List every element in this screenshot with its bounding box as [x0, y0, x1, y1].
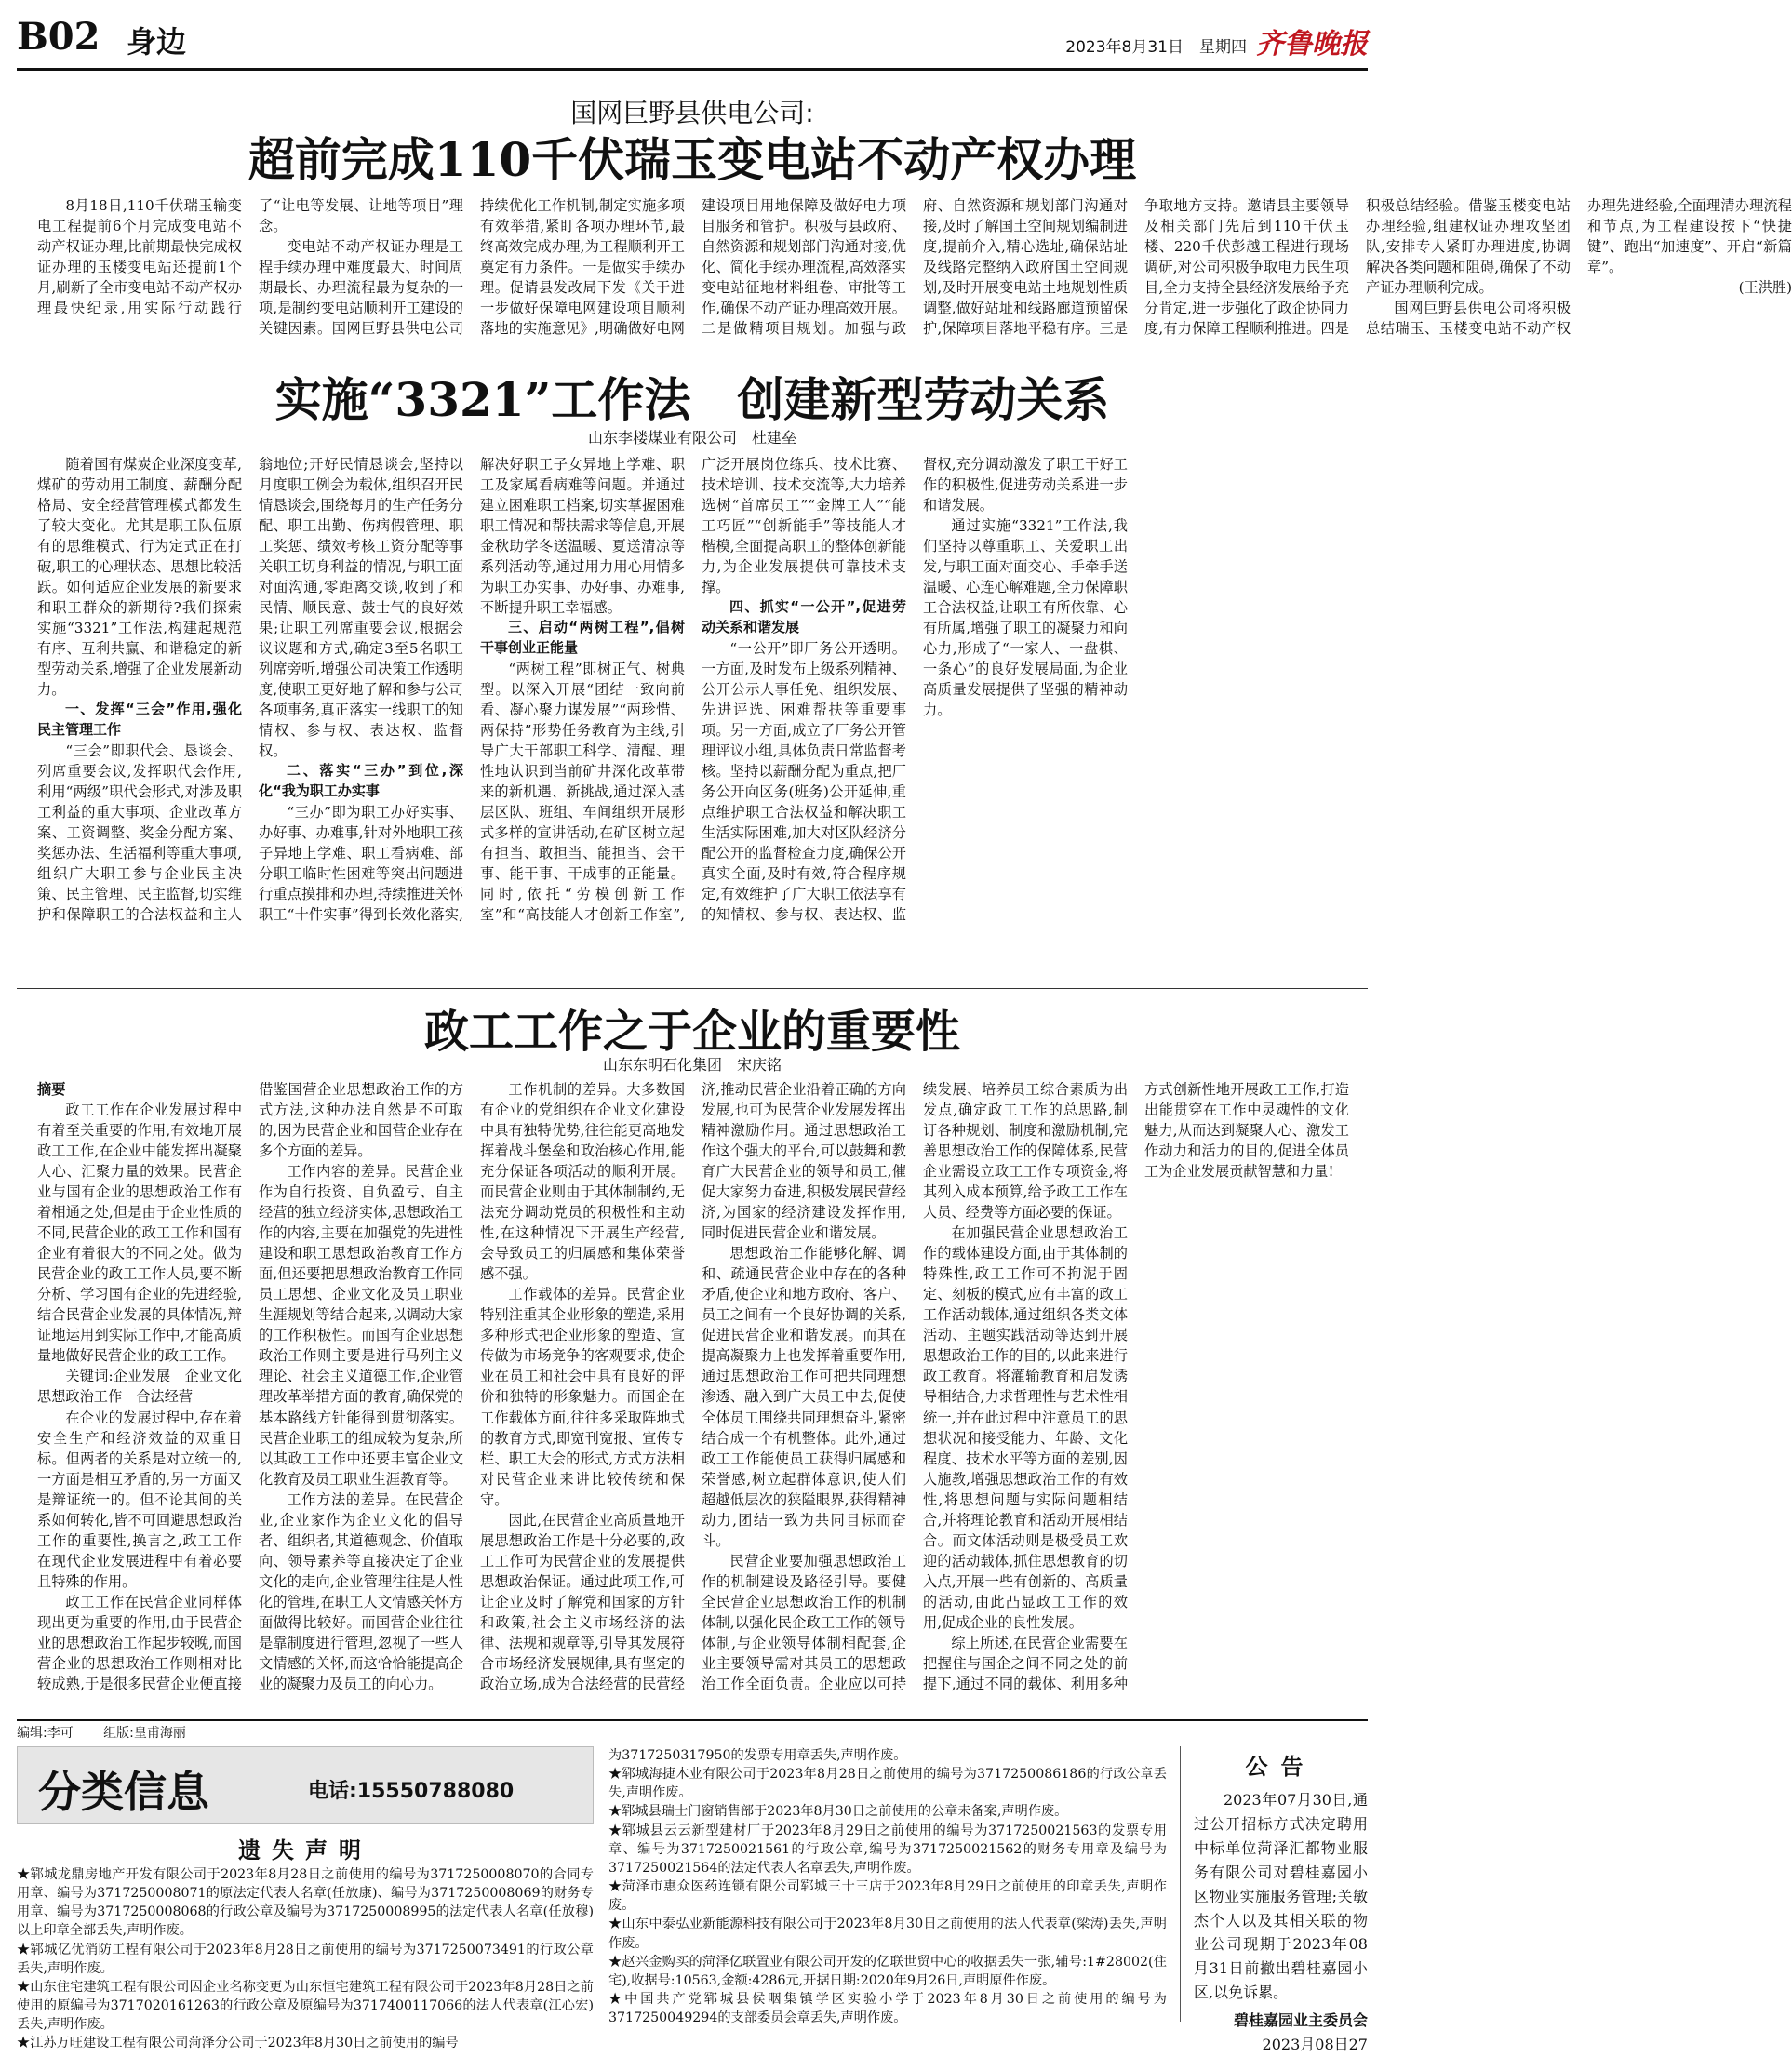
- lost-notice-list-left: [17, 1865, 594, 2053]
- article3-paragraph: 工作方法的差异。在民营企业,企业家作为企业文化的倡导者、组织者,其道德观念、价值取向、领导素养等直接决定了企业文化的走向,企业管理往往是人性化的管理,在职工人文情感关怀方面做得比较好。而国营企业往往是靠制度进行管理,忽视了一些人文情感的关怀,而这恰恰能提高企业的凝聚力及员工的向心力。: [259, 1490, 463, 1692]
- article2-subheading: 三、启动“两树工程”,倡树干事创业正能量: [480, 619, 685, 656]
- article1-paragraph: 变电站不动产权证办理是工程手续办理中难度最大、时间周期最长、办理流程最为复杂的一项,是制约变电站顺利开工建设的关键因素。国网巨野县供电公司持续优化工作机制,制定实施多项有效举措,紧盯各项办理环节,最终高效完成办理,为工程顺利开工奠定有力条件。一是做实手续办理。促请县发改局下发《关于进一步做好保障电网建设项目顺利落地的实施意见》,明确做好电网建设项目用地保障及做好电力项目服务和管护。积极与县政府、自然资源和规划部门沟通对接,优化、简化手续办理流程,高效落实变电站征地材料组卷、审批等工作,确保不动产证办理高效开展。二是做精项目规划。加强与政府、自然资源和规划部门沟通对接,及时了解国土空间规划编制进度,提前介入,精心选址,确保站址及线路完整纳入政府国土空间规划,及时开展变电站土地规划性质调整,做好站址和线路廊道预留保护,保障项目落地平稳有序。三是争取地方支持。邀请县主要领导及相关部门先后到110千伏玉楼、220千伏彭越工程进行现场调研,对公司积极争取电力民生项目,全力支持全县经济发展给予充分肯定,进一步强化了政企协同力度,有力保障工程顺利推进。四是积极总结经验。借鉴玉楼变电站办理经验,组建权证办理攻坚团队,安排专人紧盯办理进度,协调解决各类问题和阻碍,确保了不动产证办理顺利完成。: [259, 197, 1571, 338]
- article3-paragraph: 因此,在民营企业高质量地开展思想政治工作是十分必要的,政工工作可为民营企业的发展提供思想政治保证。通过此项工作,可让企业及时了解党和国家的方针和政策,社会主义市场经济的法律、法规和规章等,引导其发展符合市场经济发展规律,具有坚定的政治立场,成为合法经营的民营经济,推动民营企业沿着正确的方向发展,也可为民营企业发展发挥出精神激励作用。通过思想政治工作这个强大的平台,可以鼓舞和教育广大民营企业的领导和员工,催促大家努力奋进,积极发展民营经济,为国家的经济建设发挥作用,同时促进民营企业和谐发展。: [480, 1081, 906, 1692]
- article3-abstract: 政工工作在企业发展过程中有着至关重要的作用,有效地开展政工工作,在企业中能发挥出凝聚人心、汇聚力量的效果。民营企业与国有企业的思想政治工作有着相通之处,但是由于企业性质的不同,民营企业的政工工作和国有企业有着很大的不同之处。做为民营企业的政工工作人员,要不断分析、学习国有企业的先进经验,结合民营企业发展的具体情况,辩证地运用到实际工作中,才能高质量地做好民营企业的政工工作。: [37, 1102, 242, 1365]
- footer-credits: [17, 1723, 212, 1742]
- classified-title: 分类信息: [38, 1767, 209, 1817]
- article2-paragraph: “一公开”即厂务公开透明。一方面,及时发布上级系列精神、公开公示人事任免、组织发展、先进评选、困难帮扶等重要事项。另一方面,成立了厂务公开管理评议小组,具体负责日常监督考核。坚持以薪酬分配为重点,把厂务公开向区务(班务)公开延伸,重点维护职工合法权益和解决职工生活实际困难,加大对区队经济分配公开的监督检查力度,确保公开真实全面,及时有效,符合程序规定,有效维护了广大职工依法享有的知情权、参与权、表达权、监督权,充分调动激发了职工干好工作的积极性,促进劳动关系进一步和谐发展。: [702, 456, 1128, 924]
- lost-notice-item: ★江苏万旺建设工程有限公司菏泽分公司于2023年8月30日之前使用的编号: [17, 2036, 459, 2051]
- classified-section: [17, 1746, 1368, 2054]
- lost-notice-item: ★山东中泰弘业新能源科技有限公司于2023年8月30日之前使用的法人代表章(梁涛)丢失,声明作废。: [608, 1917, 1167, 1951]
- lost-notice-item: ★郓城县瑞士门窗销售部于2023年8月30日之前使用的公章未备案,声明作废。: [608, 1804, 1068, 1820]
- article3-paragraph: 工作载体的差异。民营企业特别注重其企业形象的塑造,采用多种形式把企业形象的塑造、宣传做为市场竞争的客观要求,使企业在员工和社会中具有良好的评价和独特的形象魅力。而国企在工作载体方面,往往多采取阵地式的教育方式,即宽刊宽报、宣传专栏、职工大会的形式,方式方法相对民营企业来讲比较传统和保守。: [480, 1286, 685, 1508]
- article2-paragraph: “三办”即为职工办好实事、办好事、办难事,针对外地职工孩子异地上学难、职工看病难、部分职工临时性困难等突出问题进行重点摸排和办理,持续推进关怀职工“十件实事”得到长效化落实,解决好职工子女异地上学难、职工及家属看病难等问题。并通过建立困难职工档案,切实掌握困难职工情况和帮扶需求等信息,开展金秋助学冬送温暖、夏送清凉等系列活动等,通过用力用心用情多为职工办实事、办好事、办难事,不断提升职工幸福感。: [259, 456, 685, 924]
- article3-body: [37, 1079, 1349, 1712]
- article3-paragraph: 政工工作在民营企业同样体现出更为重要的作用,由于民营企业的思想政治工作起步较晚,而国营企业的思想政治工作则相对比较成熟,于是很多民营企业便直接借鉴国营企业思想政治工作的方式方法,这种办法自然是不可取的,因为民营企业和国营企业存在多个方面的差异。: [37, 1081, 463, 1692]
- article2-byline: 山东李楼煤业有限公司 杜建垒: [587, 429, 796, 447]
- article3-paragraph: 在企业的发展过程中,存在着安全生产和经济效益的双重目标。但两者的关系是对立统一的,一方面是相互矛盾的,另一方面又是辩证统一的。但不论其间的关系如何转化,皆不可回避思想政治工作的重要性,换言之,政工工作在现代企业发展进程中有着必要且特殊的作用。: [37, 1409, 242, 1590]
- article3-byline: 山东东明石化集团 宋庆铭: [602, 1056, 782, 1074]
- article2-paragraph: “两树工程”即树正气、树典型。以深入开展“团结一致向前看、凝心聚力谋发展”“两珍惜、两保持”形势任务教育为主线,引导广大干部职工科学、清醒、理性地认识到当前矿井深化改革带来的新机遇、新挑战,通过深入基层区队、班组、车间组织开展形式多样的宣讲活动,在矿区树立起有担当、敢担当、能担当、会干事、能干事、干成事的正能量。同时,依托“劳模创新工作室”和“高技能人才创新工作室”,广泛开展岗位练兵、技术比赛、技术培训、技术交流等,大力培养选树“首席员工”“金牌工人”“能工巧匠”“创新能手”等技能人才楷模,全面提高职工的整体创新能力,为企业发展提供可靠技术支撑。: [480, 456, 906, 924]
- article1-paragraph: 国网巨野县供电公司将积极总结瑞玉、玉楼变电站不动产权办理先进经验,全面理清办理流程和节点,为工程建设按下“快捷键”、跑出“加速度”、开启“新篇章”。: [1366, 197, 1792, 338]
- article3-paragraph: 思想政治工作能够化解、调和、疏通民营企业中存在的各种矛盾,使企业和地方政府、客户、员工之间有一个良好协调的关系,促进民营企业和谐发展。而其在提高凝聚力上也发挥着重要作用,通过思想政治工作可把共同理想渗透、融入到广大员工中去,促使全体员工围绕共同理想奋斗,紧密结合成一个有机整体。此外,通过政工工作能使员工获得归属感和荣誉感,树立起群体意识,使人们超越低层次的狭隘眼界,获得精神动力,团结一致为共同目标而奋斗。: [702, 1245, 906, 1549]
- lost-notice-item: ★菏泽市惠众医药连锁有限公司郓城三十三店于2023年8月29日之前使用的印章丢失,声明作废。: [608, 1879, 1167, 1914]
- lost-notice-item: ★赵兴金购买的菏泽亿联置业有限公司开发的亿联世贸中心的收据丢失一张,辅号:1#28002(住宅),收据号:10563,金额:4286元,开据日期:2020年9月26日,声明原件作废。: [608, 1954, 1167, 1988]
- layout-credit: 组版:皇甫海丽: [103, 1726, 186, 1741]
- article3-paragraph: 工作机制的差异。大多数国有企业的党组织在企业文化建设中具有独特优势,往往能更高地发挥着战斗堡垒和政治核心作用,能充分保证各项活动的顺利开展。而民营企业则由于其体制制约,无法充分调动党员的积极性和主动性,在这种情况下开展生产经营,会导致员工的归属感和集体荣誉感不强。: [480, 1081, 685, 1283]
- article3-paragraph: 综上所述,在民营企业需要在把握住与国企之间不同之处的前提下,通过不同的载体、利用多种方式创新性地开展政工工作,打造出能贯穿在工作中灵魂性的文化魅力,从而达到凝聚人心、激发工作动力和活力的目的,促进全体员工为企业发展贡献智慧和力量!: [923, 1081, 1349, 1692]
- divider: [17, 988, 1368, 989]
- article3-keywords: 关键词:企业发展 企业文化 思想政治工作 合法经营: [37, 1368, 257, 1406]
- article2-subheading: 二、落实“三办”到位,深化“我为职工办实事: [259, 762, 463, 800]
- article3-paragraph: 工作内容的差异。民营企业作为自行投资、自负盈亏、自主经营的独立经济实体,思想政治工作的内容,主要在加强党的先进性建设和职工思想政治教育工作方面,但还要把思想政治教育工作同员工思想、企业文化及员工职业生涯规划等结合起来,以调动大家的工作积极性。而国有企业思想政治工作则主要是进行马列主义理论、社会主义道德工作,企业管理改革举措方面的教育,确保党的基本路线方针能得到贯彻落实。民营企业职工的组成较为复杂,所以其政工工作中还要丰富企业文化教育及员工职业生涯教育等。: [259, 1163, 463, 1488]
- lost-notice-list-middle: [608, 1746, 1167, 2027]
- public-notice-signer: 碧桂嘉园业主委员会: [1233, 2011, 1368, 2030]
- article3-paragraph: 民营企业要加强思想政治工作的机制建设及路径引导。要健全民营企业思想政治工作的机制体制,以强化民企政工工作的领导体制,与企业领导体制相配套,企业主要领导需对其员工的思想政治工作全面负责。企业应以可持续发展、培养员工综合素质为出发点,确定政工工作的总思路,制订各种规划、制度和激励机制,完善思想政治工作的保障体系,民营企业需设立政工工作专项资金,将其列入成本预算,给予政工工作在人员、经费等方面必要的保证。: [702, 1081, 1128, 1692]
- article3-headline: 政工工作之于企业的重要性: [423, 1006, 960, 1058]
- article2-subheading: 一、发挥“三会”作用,强化民主管理工作: [37, 701, 242, 739]
- article1-body: [37, 195, 1792, 344]
- classified-banner: [17, 1746, 594, 1824]
- page-header: [17, 11, 1368, 71]
- public-notice-title: 公告: [1245, 1754, 1317, 1780]
- article2-body: [37, 454, 1349, 936]
- lost-notice-item: ★中国共产党郓城县侯咽集镇学区实验小学于2023年8月30日之前使用的编号为3717250049294的支部委员会章丢失,声明作废。: [608, 1992, 1167, 2026]
- public-notice-body: 2023年07月30日,通过公开招标方式决定聘用中标单位菏泽汇都物业服务有限公司对碧桂嘉园小区物业实施服务管理;关敏杰个人以及其相关联的物业公司现期于2023年08月31日前撤出碧桂嘉园小区,以免诉累。: [1194, 1791, 1368, 2002]
- lost-notice-item: ★郓城县云云新型建材厂于2023年8月29日之前使用的编号为3717250021563的发票专用章、编号为3717250021561的行政公章,编号为3717250021562的财务专用章及编号为3717250021564的法定代表人名章丢失,声明作废。: [608, 1823, 1167, 1876]
- lost-notice-title: 遗失声明: [238, 1837, 372, 1863]
- lost-notice-item: 为3717250317950的发票专用章丢失,声明作废。: [608, 1748, 907, 1763]
- lost-notice-item: ★山东住宅建筑工程有限公司因企业名称变更为山东恒宅建筑工程有限公司于2023年8月28日之前使用的原编号为3717020161263的行政公章及原编号为3717400117066的法人代表章(江心宏)丢失,声明作废。: [17, 1979, 594, 2033]
- lost-notice-item: ★郓城海捷木业有限公司于2023年8月28日之前使用的编号为3717250086186的行政公章丢失,声明作废。: [608, 1767, 1167, 1801]
- public-notice: [1180, 1746, 1368, 2054]
- section-name: 身边: [127, 24, 187, 60]
- article3-paragraph: 在加强民营企业思想政治工作的载体建设方面,由于其体制的特殊性,政工工作可不拘泥于固定、刻板的模式,应有丰富的政工工作活动载体,通过组织各类文体活动、主题实践活动等达到开展思想政治工作的目的,以此来进行政工教育。将灌输教育和启发诱导相结合,力求哲理性与艺术性相统一,并在此过程中注意员工的思想状况和接受能力、年龄、文化程度、技术水平等方面的差别,因人施教,增强思想政治工作的有效性,将思想问题与实际问题相结合,并将理论教育和活动开展相结合。而文体活动则是极受员工欢迎的活动载体,抓住思想教育的切入点,开展一些有创新的、高质量的活动,由此凸显政工工作的效用,促成企业的良性发展。: [923, 1224, 1128, 1631]
- editor-credit: 编辑:李可: [17, 1726, 74, 1741]
- public-notice-date: 2023月08日27: [1262, 2036, 1368, 2054]
- classified-phone: 电话:15550788080: [308, 1780, 515, 1803]
- article2-paragraph: 随着国有煤炭企业深度变革,煤矿的劳动用工制度、薪酬分配格局、安全经营管理模式都发生了较大变化。尤其是职工队伍原有的思维模式、行为定式正在打破,职工的心理状态、思想比较活跃。如何适应企业发展的新要求和职工群众的新期待?我们探索实施“3321”工作法,构建起规范有序、互利共赢、和谐稳定的新型劳动关系,增强了企业发展新动力。: [37, 456, 242, 699]
- footer-divider: [17, 1719, 1368, 1721]
- dateline: 2023年8月31日 星期四: [1065, 38, 1247, 57]
- article2-subheading: 四、抓实“一公开”,促进劳动关系和谐发展: [702, 598, 906, 635]
- article1-kicker: 国网巨野县供电公司:: [570, 98, 814, 128]
- article3-abstract-label: 摘要: [37, 1081, 66, 1098]
- article2-headline: 实施“3321”工作法 创建新型劳动关系: [274, 372, 1110, 427]
- article1-paragraph: 8月18日,110千伏瑞玉输变电工程提前6个月完成变电站不动产权证办理,比前期最快完成权证办理的玉楼变电站还提前1个月,刷新了全市变电站不动产权办理最快纪录,用实际行动践行了“让电等发展、让地等项目”理念。: [37, 197, 463, 317]
- article2-paragraph: 通过实施“3321”工作法,我们坚持以尊重职工、关爱职工出发,与职工面对面交心、手牵手送温暖、心连心解难题,全力保障职工合法权益,让职工有所依靠、心有所属,增强了职工的凝聚力和向心力,形成了“一家人、一盘棋、一条心”的良好发展局面,为企业高质量发展提供了坚强的精神动力。: [923, 517, 1128, 719]
- lost-notice-item: ★郓城龙鼎房地产开发有限公司于2023年8月28日之前使用的编号为3717250008070的合同专用章、编号为3717250008071的原法定代表人名章(任放康)、编号为3717250008069的财务专用章、编号为3717250008068的行政公章及编号为3717250008995的法定代表人名章(任放穆)以上印章全部丢失,声明作废。: [17, 1867, 594, 1939]
- page-code: B02: [17, 15, 100, 59]
- masthead-logo: 齐鲁晚报: [1256, 28, 1368, 60]
- lost-notice-item: ★郓城亿优消防工程有限公司于2023年8月28日之前使用的编号为3717250073491的行政公章丢失,声明作废。: [17, 1942, 594, 1976]
- article1-headline: 超前完成110千伏瑞玉变电站不动产权办理: [247, 132, 1137, 187]
- article1-signature: (王洪胜): [1738, 279, 1792, 297]
- article2-paragraph: “三会”即职代会、恳谈会、列席重要会议,发挥职代会作用,利用“两级”职代会形式,对涉及职工利益的重大事项、企业改革方案、工资调整、奖金分配方案、奖惩办法、生活福利等重大事项,组织广大职工参与企业民主决策、民主管理、民主监督,切实维护和保障职工的合法权益和主人翁地位;开好民情恳谈会,坚持以月度职工例会为载体,组织召开民情恳谈会,围绕每月的生产任务分配、职工出勤、伤病假管理、职工奖惩、绩效考核工资分配等事关职工切身利益的情况,与职工面对面沟通,零距离交谈,收到了和民情、顺民意、鼓士气的良好效果;让职工列席重要会议,根据会议议题和方式,确定3至5名职工列席旁听,增强公司决策工作透明度,使职工更好地了解和参与公司各项事务,真正落实一线职工的知情权、参与权、表达权、监督权。: [37, 456, 463, 924]
